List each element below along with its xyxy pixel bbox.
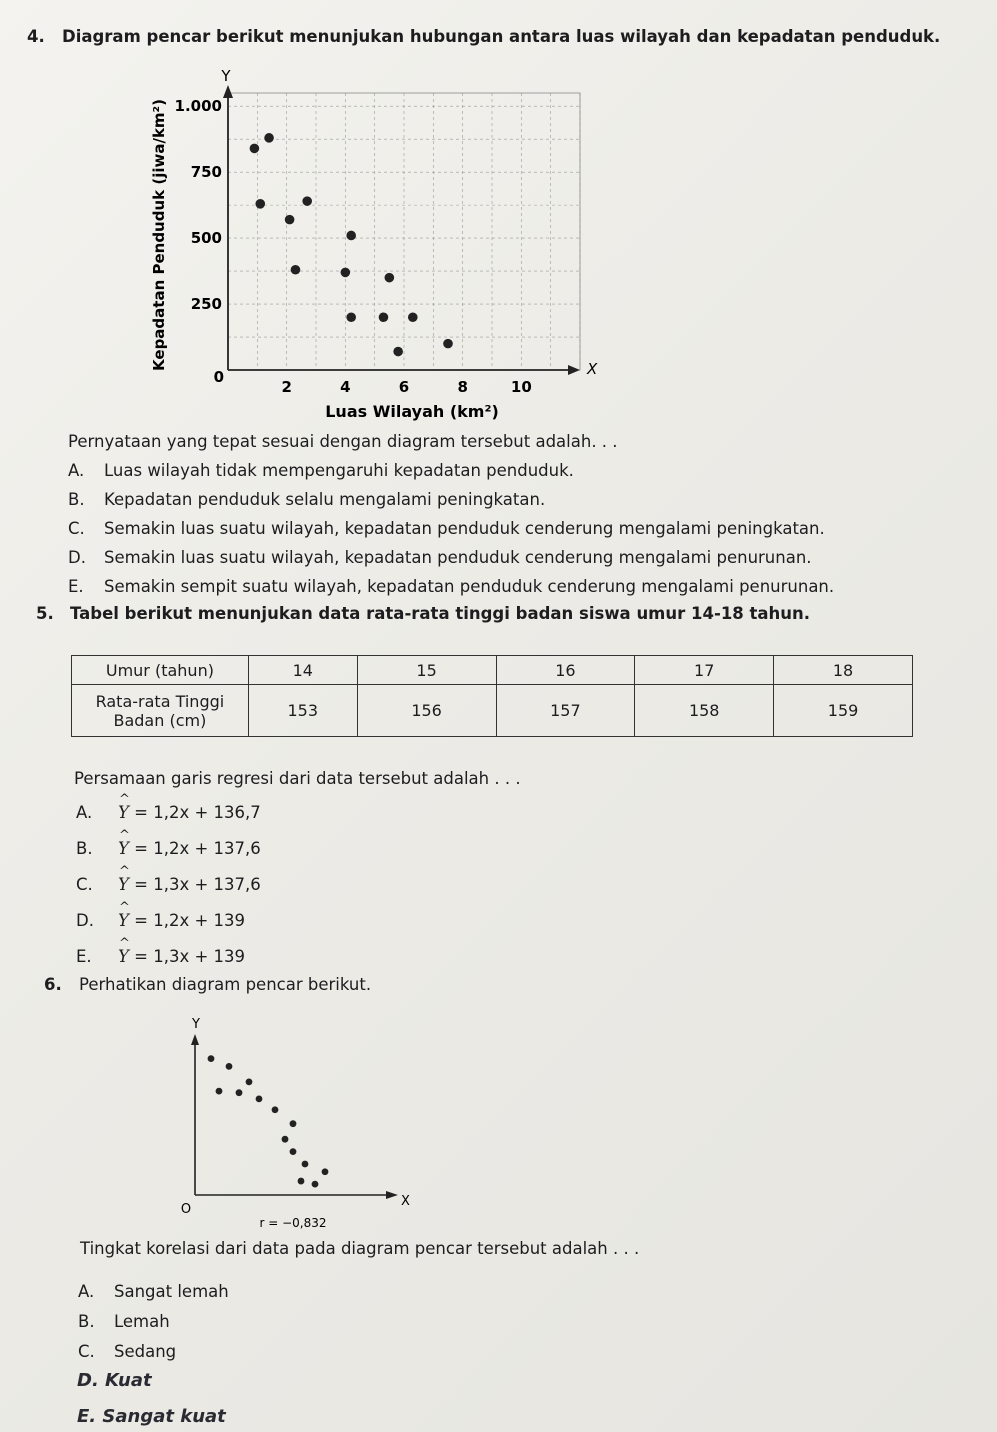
q4-option-d[interactable]	[68, 548, 834, 577]
scatter-point	[272, 1106, 279, 1113]
q4-scatter-chart	[140, 55, 610, 430]
scatter-point	[291, 265, 301, 275]
handwritten-option-e: E. Sangat kuat	[77, 1406, 226, 1427]
table-row-age	[72, 656, 913, 685]
q4-points	[250, 133, 453, 356]
q6-text: Perhatikan diagram pencar berikut.	[79, 975, 372, 994]
option-letter: A.	[76, 803, 93, 822]
q4-option-a[interactable]	[68, 461, 834, 490]
q6-y-letter: Y	[192, 1017, 200, 1032]
scatter-point	[341, 268, 351, 278]
handwritten-option-d: D. Kuat	[77, 1370, 152, 1391]
q4-option-e[interactable]	[68, 577, 834, 606]
scatter-point	[285, 215, 295, 225]
scatter-point	[346, 312, 356, 322]
x-tick-label: 6	[398, 378, 410, 396]
x-tick-label: 2	[281, 378, 292, 396]
scatter-point	[408, 312, 418, 322]
q6-origin-label: O	[180, 1202, 192, 1217]
x-tick-label: 4	[340, 378, 351, 396]
q6-option-a[interactable]	[78, 1282, 229, 1312]
scatter-point	[379, 312, 389, 322]
scatter-point	[250, 144, 260, 154]
x-tick-label: 10	[510, 378, 532, 396]
option-text: Sedang	[114, 1342, 177, 1361]
option-equation: = 1,2x + 139	[134, 911, 246, 930]
q4-option-c[interactable]	[68, 519, 834, 548]
table-header-line: Rata-rata Tinggi	[95, 691, 225, 711]
table-header-height	[72, 685, 249, 737]
y-hat-symbol: ^ Y	[118, 803, 129, 822]
table-row-height	[72, 685, 913, 737]
scatter-point	[312, 1181, 319, 1188]
q6-number: 6.	[44, 975, 62, 994]
option-letter: A.	[68, 461, 85, 480]
q4-origin-label: 0	[213, 368, 224, 386]
option-equation: = 1,2x + 137,6	[134, 839, 261, 858]
scatter-point	[322, 1168, 329, 1175]
option-letter: D.	[68, 548, 86, 567]
option-letter: A.	[78, 1282, 95, 1301]
option-equation: = 1,2x + 136,7	[134, 803, 261, 822]
scatter-point	[302, 1161, 309, 1168]
q5-option-a[interactable]	[76, 803, 261, 839]
scatter-point	[264, 133, 274, 143]
q4-y-letter: Y	[221, 67, 231, 85]
option-letter: E.	[68, 577, 84, 596]
scatter-point	[236, 1089, 243, 1096]
scatter-point	[290, 1120, 297, 1127]
scatter-point	[256, 1096, 263, 1103]
option-equation: = 1,3x + 137,6	[134, 875, 261, 894]
scatter-point	[302, 196, 312, 206]
q4-options	[68, 461, 834, 606]
option-letter: B.	[78, 1312, 95, 1331]
table-cell: 15	[357, 656, 496, 685]
scatter-point	[346, 231, 356, 241]
q6-scatter-chart	[160, 1010, 420, 1235]
option-text: Semakin sempit suatu wilayah, kepadatan penduduk cenderung mengalami penurunan.	[104, 577, 835, 596]
q6-r-annotation: r = −0,832	[259, 1216, 327, 1230]
y-hat-symbol: ^ Y	[118, 839, 129, 858]
q4-option-b[interactable]	[68, 490, 834, 519]
q5-option-c[interactable]	[76, 875, 261, 911]
option-text: Sangat lemah	[114, 1282, 229, 1301]
q5-options	[76, 803, 261, 983]
option-letter: D.	[76, 911, 94, 930]
q4-number: 4.	[27, 27, 45, 46]
q6-prompt: Tingkat korelasi dari data pada diagram pencar tersebut adalah . . .	[80, 1239, 640, 1258]
q4-prompt: Pernyataan yang tepat sesuai dengan diagram tersebut adalah. . .	[68, 432, 618, 451]
q4-x-ticks	[281, 378, 531, 396]
scatter-point	[385, 273, 395, 283]
q5-height-table	[71, 655, 913, 737]
y-tick-label: 250	[190, 295, 222, 314]
table-header-line: Badan (cm)	[113, 710, 207, 730]
q4-text: Diagram pencar berikut menunjukan hubungan antara luas wilayah dan kepadatan penduduk.	[62, 27, 941, 46]
q5-prompt: Persamaan garis regresi dari data tersebut adalah . . .	[74, 769, 521, 788]
table-cell: 158	[635, 685, 774, 737]
q5-option-d[interactable]	[76, 911, 261, 947]
scatter-point	[255, 199, 265, 209]
scatter-point	[443, 339, 453, 349]
table-cell: 17	[635, 656, 774, 685]
q6-points	[208, 1055, 329, 1187]
scatter-point	[298, 1178, 305, 1185]
table-cell: 159	[774, 685, 913, 737]
scatter-point	[226, 1063, 233, 1070]
option-text: Lemah	[114, 1312, 170, 1331]
table-cell: 14	[248, 656, 357, 685]
y-tick-label: 500	[190, 229, 222, 248]
scatter-point	[290, 1148, 297, 1155]
option-text: Semakin luas suatu wilayah, kepadatan penduduk cenderung mengalami penurunan.	[104, 548, 812, 567]
scatter-point	[282, 1136, 289, 1143]
scatter-point	[246, 1078, 253, 1085]
table-cell: 16	[496, 656, 635, 685]
q5-text: Tabel berikut menunjukan data rata-rata tinggi badan siswa umur 14-18 tahun.	[70, 604, 811, 623]
option-text: Luas wilayah tidak mempengaruhi kepadatan penduduk.	[104, 461, 574, 480]
q5-option-b[interactable]	[76, 839, 261, 875]
table-cell: 157	[496, 685, 635, 737]
option-letter: C.	[76, 875, 93, 894]
x-tick-label: 8	[457, 378, 468, 396]
scatter-point	[393, 347, 403, 357]
q6-y-axis-arrow	[191, 1034, 199, 1045]
scatter-point	[208, 1055, 215, 1062]
scatter-point	[216, 1088, 223, 1095]
q4-x-letter: X	[587, 360, 598, 378]
q6-options	[78, 1282, 229, 1362]
y-hat-symbol: ^ Y	[118, 875, 129, 894]
q6-option-c[interactable]	[78, 1342, 229, 1362]
q6-option-b[interactable]	[78, 1312, 229, 1342]
y-tick-label: 750	[190, 163, 222, 182]
q4-x-axis-arrow	[568, 365, 580, 375]
option-letter: C.	[68, 519, 85, 538]
option-text: Semakin luas suatu wilayah, kepadatan penduduk cenderung mengalami peningkatan.	[104, 519, 825, 538]
q4-y-ticks	[175, 97, 222, 313]
q4-y-axis-arrow	[223, 85, 233, 98]
y-tick-label: 1.000	[174, 97, 222, 116]
y-hat-symbol: ^ Y	[118, 947, 129, 966]
q4-grid	[228, 93, 580, 370]
option-text: Kepadatan penduduk selalu mengalami peningkatan.	[104, 490, 546, 509]
table-header-age: Umur (tahun)	[72, 656, 249, 685]
option-letter: B.	[68, 490, 85, 509]
q6-x-axis-arrow	[386, 1191, 398, 1199]
y-hat-symbol: ^ Y	[118, 911, 129, 930]
q5-number: 5.	[36, 604, 54, 623]
table-cell: 156	[357, 685, 496, 737]
q4-y-label: Kepadatan Penduduk (jiwa/km²)	[150, 99, 168, 371]
table-cell: 153	[248, 685, 357, 737]
q4-x-label: Luas Wilayah (km²)	[325, 402, 499, 421]
option-letter: C.	[78, 1342, 95, 1361]
option-letter: B.	[76, 839, 93, 858]
option-equation: = 1,3x + 139	[134, 947, 246, 966]
q6-x-letter: X	[401, 1194, 410, 1209]
option-letter: E.	[76, 947, 92, 966]
table-cell: 18	[774, 656, 913, 685]
